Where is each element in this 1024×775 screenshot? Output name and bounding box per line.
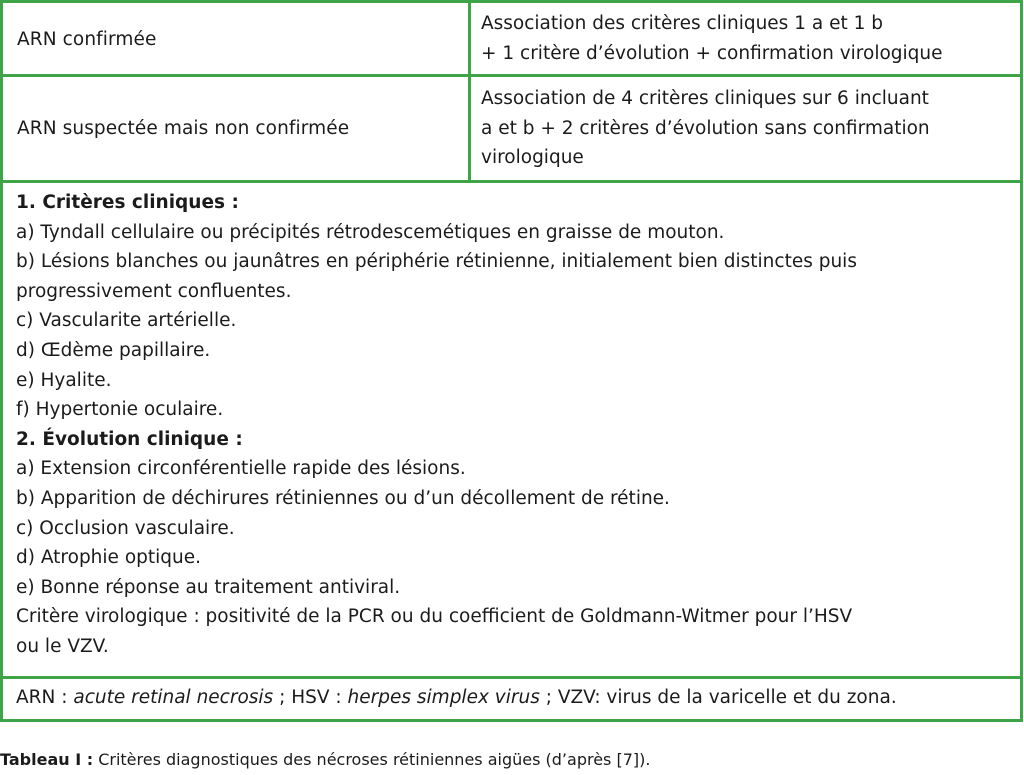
hsv-full: herpes simplex virus [347,687,540,708]
clinical-criterion: e) Hyalite. [16,369,112,391]
definition-line: Association de 4 critères cliniques sur 6 incluant [481,88,929,109]
evolution-criterion: d) Atrophie optique. [16,547,201,569]
definition-line: Association des critères cliniques 1 a et 1 b [481,13,883,34]
arn-full: acute retinal necrosis [73,687,274,708]
clinical-criteria-heading: 1. Critères cliniques : [16,192,239,213]
hsv-abbr: HSV : [291,687,342,708]
definition-line: + 1 critère d’évolution + confirmation virologique [481,42,943,64]
vzv-definition: VZV: virus de la varicelle et du zona. [557,687,897,708]
abbreviations-footnote [0,676,1023,722]
virologic-criterion: Critère virologique : positivité de la PCR ou du coefficient de Goldmann-Witmer pour l’HSV [16,606,853,628]
evolution-heading: 2. Évolution clinique : [16,428,243,450]
clinical-criterion: c) Vascularite artérielle. [16,310,237,332]
row-definition [481,9,943,68]
separator: ; [273,687,292,708]
column-divider [468,3,471,74]
table-row-suspected [0,74,1023,183]
evolution-criterion: e) Bonne réponse au traitement antiviral. [16,576,401,598]
row-definition [481,84,930,173]
clinical-criterion: f) Hypertonie oculaire. [16,399,224,421]
clinical-criterion: b) Lésions blanches ou jaunâtres en périphérie rétinienne, initialement bien distinctes puis [16,251,857,273]
definition-line: a et b + 2 critères d’évolution sans confirmation [481,117,930,139]
table-row-confirmed [0,0,1023,77]
criteria-cell [0,180,1023,679]
arn-abbr: ARN : [16,687,68,708]
table-caption [0,750,650,769]
footnote-text [16,687,897,708]
row-label: ARN suspectée mais non confirmée [17,118,350,139]
evolution-criterion: a) Extension circonférentielle rapide des lésions. [16,458,466,480]
virologic-criterion: ou le VZV. [16,635,109,657]
evolution-criterion: c) Occlusion vasculaire. [16,517,235,539]
separator: ; [539,687,558,708]
row-label: ARN confirmée [17,29,157,50]
clinical-criterion: d) Œdème papillaire. [16,339,211,361]
evolution-criterion: b) Apparition de déchirures rétiniennes ou d’un décollement de rétine. [16,487,670,509]
clinical-criterion: a) Tyndall cellulaire ou précipités rétrodescemétiques en graisse de mouton. [16,221,725,243]
clinical-criterion: progressivement confluentes. [16,280,292,302]
definition-line: virologique [481,147,584,169]
caption-label: Tableau I : [0,750,94,769]
caption-text: Critères diagnostiques des nécroses rétiniennes aigües (d’après [7]). [93,750,651,769]
column-divider [468,77,471,180]
criteria-body [16,188,857,662]
